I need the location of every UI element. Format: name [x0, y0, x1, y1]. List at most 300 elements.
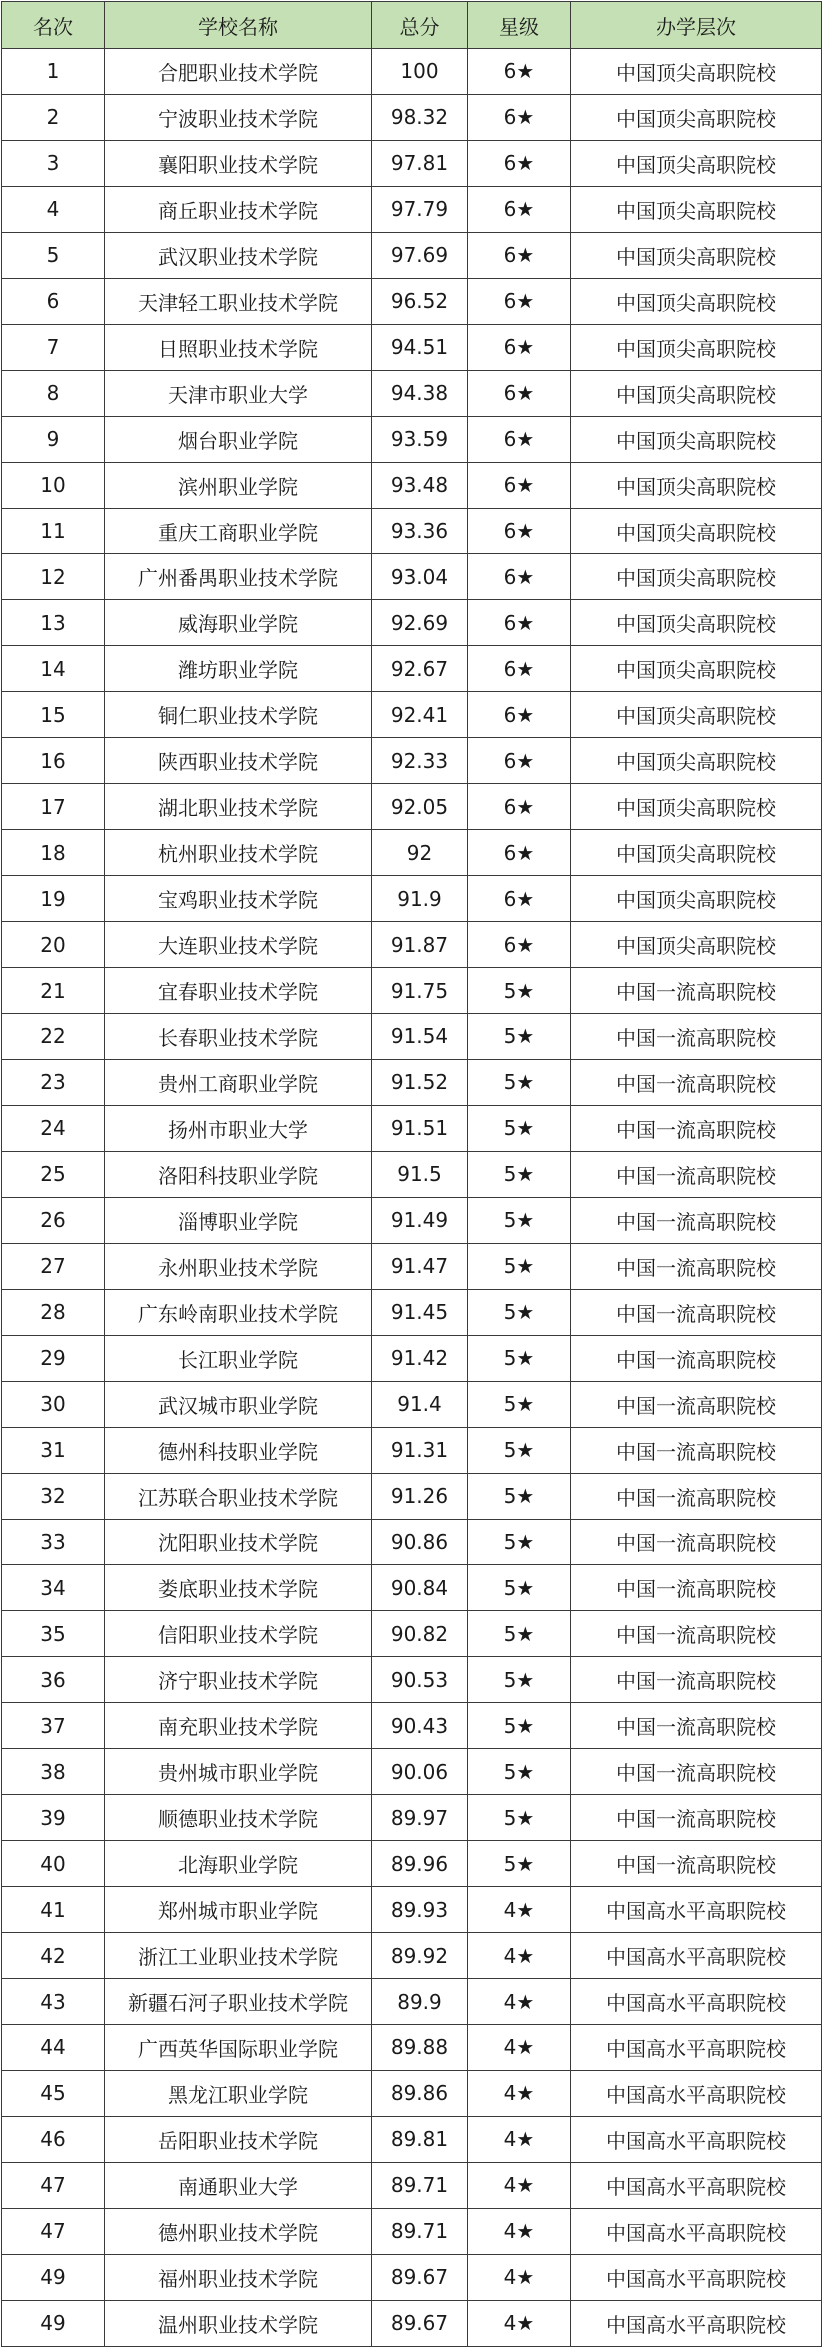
cell-total-score: 92.05 — [372, 784, 468, 830]
cell-star-level: 6★ — [468, 738, 571, 784]
cell-rank: 29 — [2, 1335, 105, 1381]
cell-star-level: 5★ — [468, 1105, 571, 1151]
ranking-table — [1, 1, 822, 2347]
cell-total-score: 89.88 — [372, 2024, 468, 2070]
table-row — [2, 1979, 822, 2025]
cell-school-name: 郑州城市职业学院 — [105, 1887, 372, 1933]
table-body — [2, 49, 822, 2347]
cell-school-level: 中国顶尖高职院校 — [571, 416, 822, 462]
cell-total-score: 91.9 — [372, 876, 468, 922]
cell-school-level: 中国一流高职院校 — [571, 1014, 822, 1060]
cell-star-level: 4★ — [468, 1933, 571, 1979]
cell-star-level: 6★ — [468, 186, 571, 232]
cell-school-name: 广州番禺职业技术学院 — [105, 554, 372, 600]
cell-total-score: 97.79 — [372, 186, 468, 232]
cell-rank: 5 — [2, 232, 105, 278]
table-row — [2, 1657, 822, 1703]
cell-star-level: 5★ — [468, 1335, 571, 1381]
cell-school-level: 中国顶尖高职院校 — [571, 830, 822, 876]
cell-star-level: 4★ — [468, 2208, 571, 2254]
cell-school-level: 中国一流高职院校 — [571, 1657, 822, 1703]
cell-rank: 21 — [2, 968, 105, 1014]
cell-rank: 22 — [2, 1014, 105, 1060]
cell-total-score: 89.96 — [372, 1841, 468, 1887]
table-row — [2, 1059, 822, 1105]
cell-rank: 13 — [2, 600, 105, 646]
cell-star-level: 5★ — [468, 1473, 571, 1519]
table-row — [2, 416, 822, 462]
cell-school-name: 贵州工商职业学院 — [105, 1059, 372, 1105]
cell-school-name: 德州科技职业学院 — [105, 1427, 372, 1473]
cell-school-name: 武汉职业技术学院 — [105, 232, 372, 278]
cell-rank: 37 — [2, 1703, 105, 1749]
table-row — [2, 2254, 822, 2300]
cell-star-level: 6★ — [468, 416, 571, 462]
cell-school-level: 中国顶尖高职院校 — [571, 370, 822, 416]
cell-school-level: 中国顶尖高职院校 — [571, 738, 822, 784]
cell-total-score: 91.42 — [372, 1335, 468, 1381]
cell-school-level: 中国高水平高职院校 — [571, 2162, 822, 2208]
table-row — [2, 1703, 822, 1749]
cell-school-level: 中国一流高职院校 — [571, 1795, 822, 1841]
table-row — [2, 1151, 822, 1197]
cell-rank: 49 — [2, 2254, 105, 2300]
cell-total-score: 93.59 — [372, 416, 468, 462]
table-row — [2, 830, 822, 876]
cell-rank: 33 — [2, 1519, 105, 1565]
cell-total-score: 89.93 — [372, 1887, 468, 1933]
cell-rank: 30 — [2, 1381, 105, 1427]
cell-star-level: 4★ — [468, 2162, 571, 2208]
table-row — [2, 1014, 822, 1060]
cell-star-level: 5★ — [468, 1795, 571, 1841]
cell-school-name: 扬州市职业大学 — [105, 1105, 372, 1151]
cell-school-level: 中国高水平高职院校 — [571, 2254, 822, 2300]
cell-school-name: 顺德职业技术学院 — [105, 1795, 372, 1841]
table-row — [2, 1289, 822, 1335]
cell-rank: 36 — [2, 1657, 105, 1703]
cell-total-score: 92.67 — [372, 646, 468, 692]
cell-school-name: 贵州城市职业学院 — [105, 1749, 372, 1795]
cell-school-name: 岳阳职业技术学院 — [105, 2116, 372, 2162]
cell-total-score: 89.67 — [372, 2254, 468, 2300]
cell-rank: 2 — [2, 94, 105, 140]
table-row — [2, 1841, 822, 1887]
cell-star-level: 5★ — [468, 1519, 571, 1565]
cell-school-level: 中国顶尖高职院校 — [571, 324, 822, 370]
cell-school-name: 烟台职业学院 — [105, 416, 372, 462]
cell-school-level: 中国高水平高职院校 — [571, 1979, 822, 2025]
table-row — [2, 1335, 822, 1381]
cell-total-score: 91.51 — [372, 1105, 468, 1151]
cell-total-score: 93.36 — [372, 508, 468, 554]
cell-school-name: 沈阳职业技术学院 — [105, 1519, 372, 1565]
cell-rank: 43 — [2, 1979, 105, 2025]
cell-total-score: 92 — [372, 830, 468, 876]
cell-school-level: 中国一流高职院校 — [571, 1565, 822, 1611]
cell-rank: 9 — [2, 416, 105, 462]
table-row — [2, 2208, 822, 2254]
table-row — [2, 876, 822, 922]
cell-school-level: 中国顶尖高职院校 — [571, 232, 822, 278]
cell-rank: 3 — [2, 140, 105, 186]
cell-star-level: 6★ — [468, 830, 571, 876]
cell-school-level: 中国一流高职院校 — [571, 1105, 822, 1151]
cell-rank: 38 — [2, 1749, 105, 1795]
cell-school-name: 襄阳职业技术学院 — [105, 140, 372, 186]
cell-star-level: 5★ — [468, 1427, 571, 1473]
table-row — [2, 94, 822, 140]
cell-star-level: 4★ — [468, 2070, 571, 2116]
table-row — [2, 140, 822, 186]
cell-total-score: 89.9 — [372, 1979, 468, 2025]
cell-school-level: 中国高水平高职院校 — [571, 2070, 822, 2116]
cell-total-score: 91.87 — [372, 922, 468, 968]
cell-school-level: 中国一流高职院校 — [571, 1151, 822, 1197]
cell-total-score: 91.75 — [372, 968, 468, 1014]
cell-school-name: 合肥职业技术学院 — [105, 49, 372, 95]
cell-star-level: 5★ — [468, 1151, 571, 1197]
cell-rank: 27 — [2, 1243, 105, 1289]
cell-star-level: 5★ — [468, 1381, 571, 1427]
cell-total-score: 89.81 — [372, 2116, 468, 2162]
table-row — [2, 1197, 822, 1243]
cell-rank: 15 — [2, 692, 105, 738]
cell-school-level: 中国一流高职院校 — [571, 1059, 822, 1105]
cell-school-name: 湖北职业技术学院 — [105, 784, 372, 830]
cell-rank: 24 — [2, 1105, 105, 1151]
cell-school-name: 杭州职业技术学院 — [105, 830, 372, 876]
cell-school-level: 中国一流高职院校 — [571, 1749, 822, 1795]
cell-school-name: 黑龙江职业学院 — [105, 2070, 372, 2116]
cell-rank: 31 — [2, 1427, 105, 1473]
cell-star-level: 6★ — [468, 554, 571, 600]
cell-school-level: 中国一流高职院校 — [571, 1473, 822, 1519]
cell-school-name: 南通职业大学 — [105, 2162, 372, 2208]
cell-school-name: 宁波职业技术学院 — [105, 94, 372, 140]
cell-total-score: 98.32 — [372, 94, 468, 140]
cell-star-level: 6★ — [468, 49, 571, 95]
cell-rank: 32 — [2, 1473, 105, 1519]
cell-star-level: 5★ — [468, 1243, 571, 1289]
cell-rank: 7 — [2, 324, 105, 370]
table-row — [2, 1427, 822, 1473]
cell-star-level: 6★ — [468, 278, 571, 324]
cell-school-level: 中国一流高职院校 — [571, 1197, 822, 1243]
cell-school-level: 中国一流高职院校 — [571, 1427, 822, 1473]
cell-total-score: 90.53 — [372, 1657, 468, 1703]
cell-total-score: 89.92 — [372, 1933, 468, 1979]
cell-rank: 17 — [2, 784, 105, 830]
cell-school-name: 永州职业技术学院 — [105, 1243, 372, 1289]
table-row — [2, 49, 822, 95]
cell-school-name: 威海职业学院 — [105, 600, 372, 646]
cell-school-name: 宜春职业技术学院 — [105, 968, 372, 1014]
table-row — [2, 692, 822, 738]
table-row — [2, 646, 822, 692]
cell-school-name: 娄底职业技术学院 — [105, 1565, 372, 1611]
table-header — [2, 2, 822, 49]
cell-star-level: 4★ — [468, 1887, 571, 1933]
cell-school-name: 浙江工业职业技术学院 — [105, 1933, 372, 1979]
table-row — [2, 462, 822, 508]
cell-star-level: 5★ — [468, 1197, 571, 1243]
cell-total-score: 93.04 — [372, 554, 468, 600]
cell-school-level: 中国一流高职院校 — [571, 1289, 822, 1335]
cell-school-name: 武汉城市职业学院 — [105, 1381, 372, 1427]
cell-school-name: 新疆石河子职业技术学院 — [105, 1979, 372, 2025]
cell-total-score: 90.86 — [372, 1519, 468, 1565]
table-row — [2, 1565, 822, 1611]
cell-total-score: 89.86 — [372, 2070, 468, 2116]
cell-rank: 44 — [2, 2024, 105, 2070]
header-star-level: 星级 — [468, 2, 571, 49]
cell-star-level: 6★ — [468, 600, 571, 646]
cell-school-name: 温州职业技术学院 — [105, 2300, 372, 2346]
cell-total-score: 94.51 — [372, 324, 468, 370]
cell-total-score: 94.38 — [372, 370, 468, 416]
table-row — [2, 2162, 822, 2208]
cell-star-level: 4★ — [468, 2024, 571, 2070]
cell-rank: 49 — [2, 2300, 105, 2346]
table-row — [2, 186, 822, 232]
cell-school-level: 中国一流高职院校 — [571, 1381, 822, 1427]
cell-total-score: 91.54 — [372, 1014, 468, 1060]
cell-total-score: 90.06 — [372, 1749, 468, 1795]
cell-school-level: 中国顶尖高职院校 — [571, 600, 822, 646]
cell-school-level: 中国顶尖高职院校 — [571, 140, 822, 186]
cell-school-name: 淄博职业学院 — [105, 1197, 372, 1243]
cell-star-level: 5★ — [468, 1749, 571, 1795]
cell-star-level: 4★ — [468, 1979, 571, 2025]
cell-school-level: 中国顶尖高职院校 — [571, 784, 822, 830]
cell-rank: 1 — [2, 49, 105, 95]
cell-total-score: 91.31 — [372, 1427, 468, 1473]
cell-total-score: 90.82 — [372, 1611, 468, 1657]
table-row — [2, 278, 822, 324]
cell-rank: 16 — [2, 738, 105, 784]
table-row — [2, 1749, 822, 1795]
cell-school-name: 日照职业技术学院 — [105, 324, 372, 370]
cell-rank: 47 — [2, 2208, 105, 2254]
cell-school-name: 济宁职业技术学院 — [105, 1657, 372, 1703]
cell-total-score: 91.5 — [372, 1151, 468, 1197]
cell-school-level: 中国一流高职院校 — [571, 1841, 822, 1887]
table-row — [2, 1519, 822, 1565]
cell-school-level: 中国一流高职院校 — [571, 1611, 822, 1657]
table-row — [2, 1473, 822, 1519]
cell-school-name: 商丘职业技术学院 — [105, 186, 372, 232]
table-row — [2, 1795, 822, 1841]
cell-rank: 35 — [2, 1611, 105, 1657]
cell-star-level: 4★ — [468, 2300, 571, 2346]
cell-school-level: 中国顶尖高职院校 — [571, 462, 822, 508]
cell-rank: 20 — [2, 922, 105, 968]
table-row — [2, 232, 822, 278]
cell-star-level: 6★ — [468, 646, 571, 692]
cell-school-name: 信阳职业技术学院 — [105, 1611, 372, 1657]
cell-total-score: 89.67 — [372, 2300, 468, 2346]
cell-school-level: 中国高水平高职院校 — [571, 2208, 822, 2254]
cell-rank: 40 — [2, 1841, 105, 1887]
cell-total-score: 89.71 — [372, 2208, 468, 2254]
cell-school-name: 南充职业技术学院 — [105, 1703, 372, 1749]
table-row — [2, 2300, 822, 2346]
cell-school-name: 洛阳科技职业学院 — [105, 1151, 372, 1197]
cell-school-name: 重庆工商职业学院 — [105, 508, 372, 554]
cell-school-level: 中国顶尖高职院校 — [571, 278, 822, 324]
cell-school-name: 铜仁职业技术学院 — [105, 692, 372, 738]
table-row — [2, 2116, 822, 2162]
cell-star-level: 6★ — [468, 508, 571, 554]
cell-school-level: 中国顶尖高职院校 — [571, 692, 822, 738]
cell-rank: 23 — [2, 1059, 105, 1105]
cell-rank: 19 — [2, 876, 105, 922]
cell-rank: 12 — [2, 554, 105, 600]
cell-school-name: 德州职业技术学院 — [105, 2208, 372, 2254]
table-row — [2, 784, 822, 830]
cell-school-level: 中国高水平高职院校 — [571, 2300, 822, 2346]
cell-star-level: 4★ — [468, 2254, 571, 2300]
cell-rank: 25 — [2, 1151, 105, 1197]
cell-rank: 10 — [2, 462, 105, 508]
cell-school-level: 中国高水平高职院校 — [571, 1887, 822, 1933]
cell-school-name: 广东岭南职业技术学院 — [105, 1289, 372, 1335]
table-row — [2, 738, 822, 784]
cell-star-level: 5★ — [468, 1841, 571, 1887]
table-row — [2, 600, 822, 646]
cell-star-level: 6★ — [468, 324, 571, 370]
cell-star-level: 6★ — [468, 370, 571, 416]
cell-school-level: 中国顶尖高职院校 — [571, 876, 822, 922]
cell-total-score: 97.81 — [372, 140, 468, 186]
cell-rank: 6 — [2, 278, 105, 324]
cell-total-score: 97.69 — [372, 232, 468, 278]
cell-school-level: 中国顶尖高职院校 — [571, 94, 822, 140]
cell-school-name: 江苏联合职业技术学院 — [105, 1473, 372, 1519]
cell-school-level: 中国一流高职院校 — [571, 1703, 822, 1749]
cell-total-score: 93.48 — [372, 462, 468, 508]
cell-rank: 46 — [2, 2116, 105, 2162]
cell-school-name: 大连职业技术学院 — [105, 922, 372, 968]
cell-total-score: 91.52 — [372, 1059, 468, 1105]
cell-total-score: 90.84 — [372, 1565, 468, 1611]
cell-school-level: 中国顶尖高职院校 — [571, 508, 822, 554]
cell-rank: 28 — [2, 1289, 105, 1335]
cell-school-name: 天津轻工职业技术学院 — [105, 278, 372, 324]
cell-school-name: 滨州职业学院 — [105, 462, 372, 508]
cell-school-level: 中国顶尖高职院校 — [571, 49, 822, 95]
cell-total-score: 91.45 — [372, 1289, 468, 1335]
cell-star-level: 5★ — [468, 1059, 571, 1105]
header-school-level: 办学层次 — [571, 2, 822, 49]
table-row — [2, 1381, 822, 1427]
cell-school-name: 长江职业学院 — [105, 1335, 372, 1381]
cell-school-name: 宝鸡职业技术学院 — [105, 876, 372, 922]
cell-total-score: 92.41 — [372, 692, 468, 738]
cell-total-score: 91.47 — [372, 1243, 468, 1289]
cell-school-name: 北海职业学院 — [105, 1841, 372, 1887]
table-row — [2, 554, 822, 600]
cell-total-score: 91.4 — [372, 1381, 468, 1427]
cell-school-level: 中国顶尖高职院校 — [571, 186, 822, 232]
cell-school-name: 陕西职业技术学院 — [105, 738, 372, 784]
cell-rank: 47 — [2, 2162, 105, 2208]
table-row — [2, 1933, 822, 1979]
cell-star-level: 6★ — [468, 94, 571, 140]
cell-total-score: 100 — [372, 49, 468, 95]
cell-school-name: 长春职业技术学院 — [105, 1014, 372, 1060]
cell-star-level: 6★ — [468, 140, 571, 186]
cell-star-level: 5★ — [468, 1289, 571, 1335]
header-row — [2, 2, 822, 49]
table-row — [2, 968, 822, 1014]
table-row — [2, 1105, 822, 1151]
table-row — [2, 1243, 822, 1289]
table-row — [2, 370, 822, 416]
cell-rank: 41 — [2, 1887, 105, 1933]
cell-total-score: 92.33 — [372, 738, 468, 784]
cell-star-level: 6★ — [468, 232, 571, 278]
cell-school-name: 潍坊职业学院 — [105, 646, 372, 692]
cell-star-level: 5★ — [468, 1703, 571, 1749]
table-row — [2, 2024, 822, 2070]
cell-rank: 14 — [2, 646, 105, 692]
cell-total-score: 90.43 — [372, 1703, 468, 1749]
cell-school-name: 广西英华国际职业学院 — [105, 2024, 372, 2070]
cell-total-score: 89.97 — [372, 1795, 468, 1841]
cell-total-score: 91.49 — [372, 1197, 468, 1243]
cell-school-level: 中国顶尖高职院校 — [571, 554, 822, 600]
cell-star-level: 5★ — [468, 1657, 571, 1703]
cell-star-level: 6★ — [468, 922, 571, 968]
table-row — [2, 324, 822, 370]
cell-rank: 11 — [2, 508, 105, 554]
cell-school-level: 中国一流高职院校 — [571, 1519, 822, 1565]
cell-rank: 4 — [2, 186, 105, 232]
cell-school-level: 中国一流高职院校 — [571, 1243, 822, 1289]
cell-rank: 18 — [2, 830, 105, 876]
cell-school-level: 中国一流高职院校 — [571, 968, 822, 1014]
cell-star-level: 6★ — [468, 876, 571, 922]
header-rank: 名次 — [2, 2, 105, 49]
cell-school-name: 天津市职业大学 — [105, 370, 372, 416]
cell-star-level: 5★ — [468, 968, 571, 1014]
cell-star-level: 6★ — [468, 784, 571, 830]
cell-school-level: 中国顶尖高职院校 — [571, 922, 822, 968]
cell-total-score: 96.52 — [372, 278, 468, 324]
cell-star-level: 6★ — [468, 462, 571, 508]
table-row — [2, 1611, 822, 1657]
cell-star-level: 4★ — [468, 2116, 571, 2162]
cell-school-level: 中国高水平高职院校 — [571, 2024, 822, 2070]
cell-school-level: 中国高水平高职院校 — [571, 1933, 822, 1979]
cell-star-level: 5★ — [468, 1014, 571, 1060]
cell-star-level: 5★ — [468, 1565, 571, 1611]
table-row — [2, 922, 822, 968]
cell-total-score: 91.26 — [372, 1473, 468, 1519]
cell-school-name: 福州职业技术学院 — [105, 2254, 372, 2300]
table-row — [2, 2070, 822, 2116]
cell-school-level: 中国一流高职院校 — [571, 1335, 822, 1381]
cell-star-level: 6★ — [468, 692, 571, 738]
cell-rank: 26 — [2, 1197, 105, 1243]
cell-rank: 42 — [2, 1933, 105, 1979]
cell-star-level: 5★ — [468, 1611, 571, 1657]
table-row — [2, 1887, 822, 1933]
cell-total-score: 92.69 — [372, 600, 468, 646]
cell-school-level: 中国顶尖高职院校 — [571, 646, 822, 692]
